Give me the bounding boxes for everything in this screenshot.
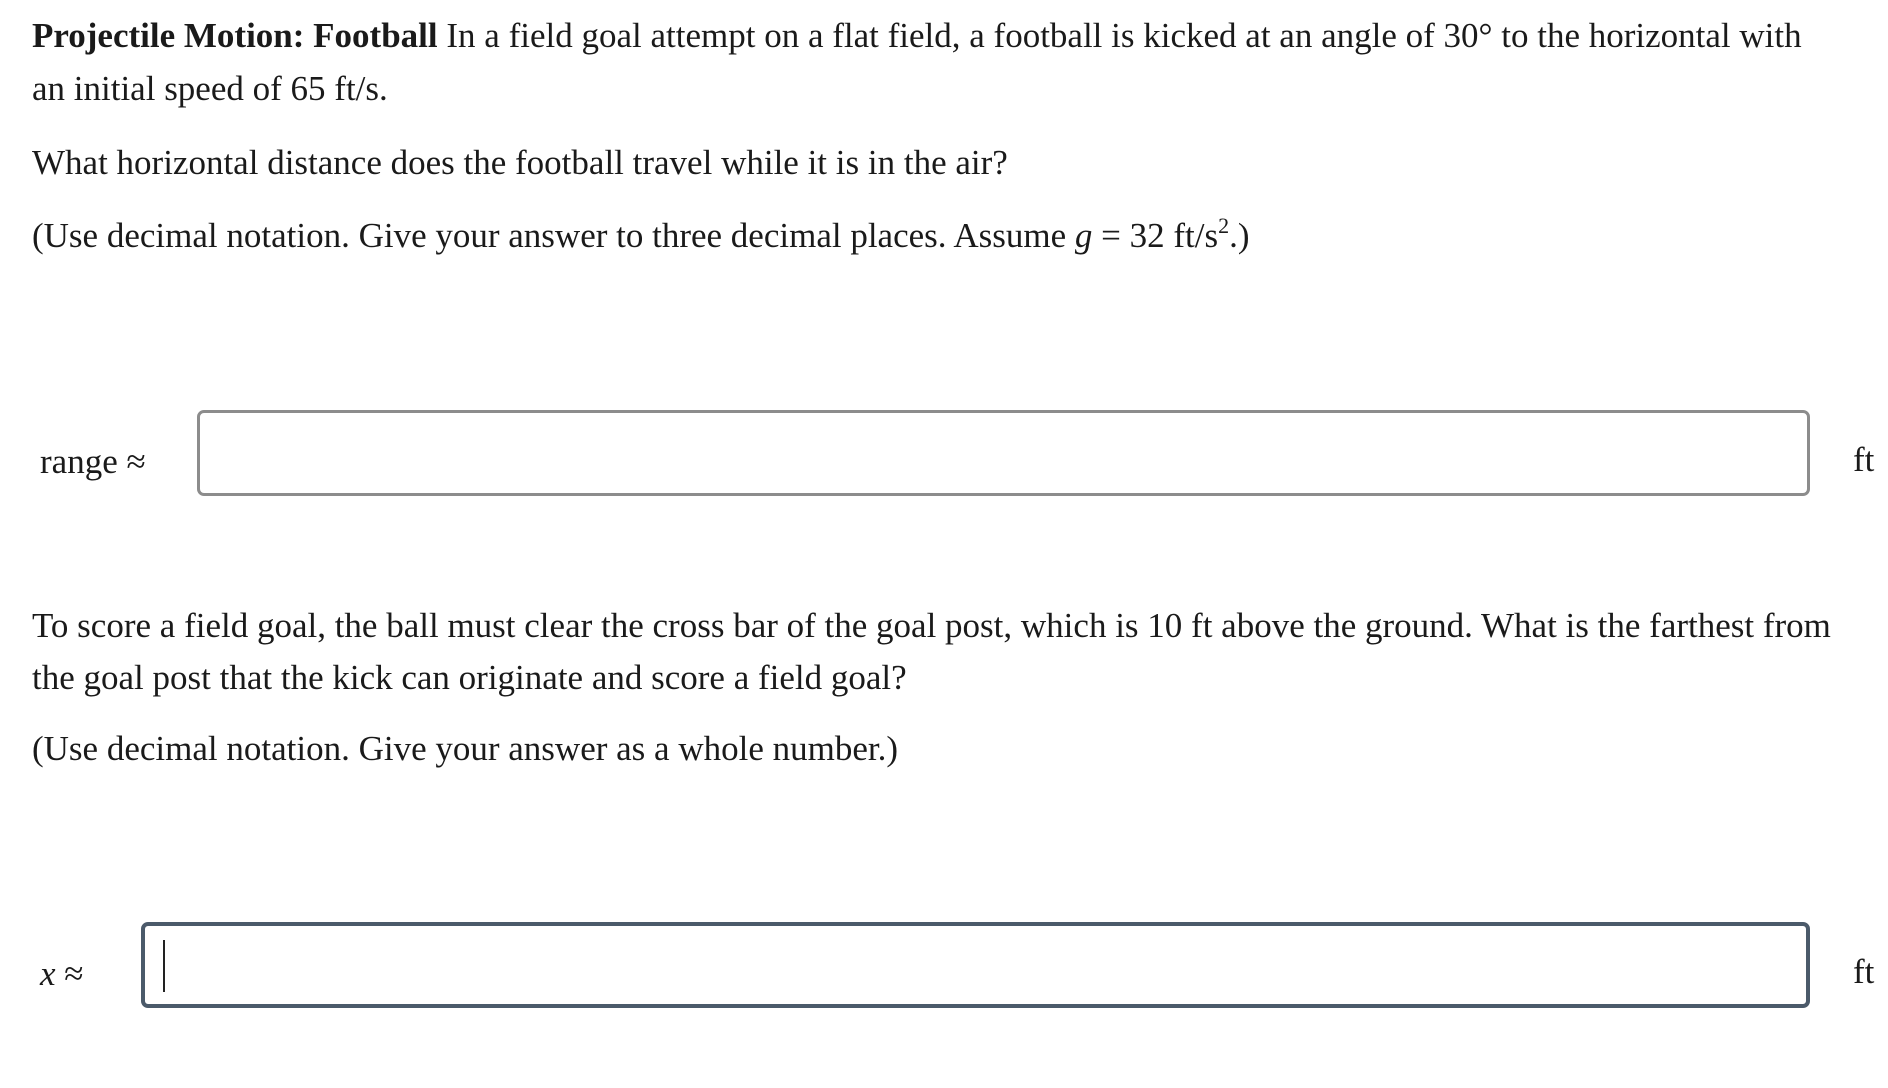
part1-question: What horizontal distance does the football travel while it is in the air? xyxy=(32,143,1008,182)
exponent: 2 xyxy=(1218,213,1230,238)
part2-question-line2: the goal post that the kick can originate and score a field goal? xyxy=(32,658,907,697)
part1-instructions: (Use decimal notation. Give your answer to three decimal places. Assume g = 32 $ft/s^2$.) xyxy=(32,213,1250,255)
part2-question-line1: To score a field goal, the ball must clear the cross bar of the goal post, which is 10 ft above the ground. What is the farthest from xyxy=(32,606,1831,645)
distance-unit: ft xyxy=(1853,952,1875,991)
problem-heading: Projectile Motion: Football xyxy=(32,16,438,55)
part2-instructions: (Use decimal notation. Give your answer as a whole number.) xyxy=(32,729,898,768)
text-cursor xyxy=(163,940,165,992)
problem-intro-line1 xyxy=(32,10,1802,62)
distance-answer-input[interactable] xyxy=(141,922,1810,1008)
range-answer-input[interactable] xyxy=(197,410,1810,496)
distance-variable: x xyxy=(40,954,56,993)
gravity-variable: g xyxy=(1074,216,1093,255)
range-unit: ft xyxy=(1853,440,1875,479)
range-label: range ≈ xyxy=(40,442,146,481)
problem-intro-line2: an initial speed of 65 ft/s. xyxy=(32,69,388,108)
distance-label: x ≈ xyxy=(40,954,84,993)
problem-intro-text: In a field goal attempt on a flat field, a football is kicked at an angle of 30° to the horizontal with xyxy=(437,16,1802,55)
